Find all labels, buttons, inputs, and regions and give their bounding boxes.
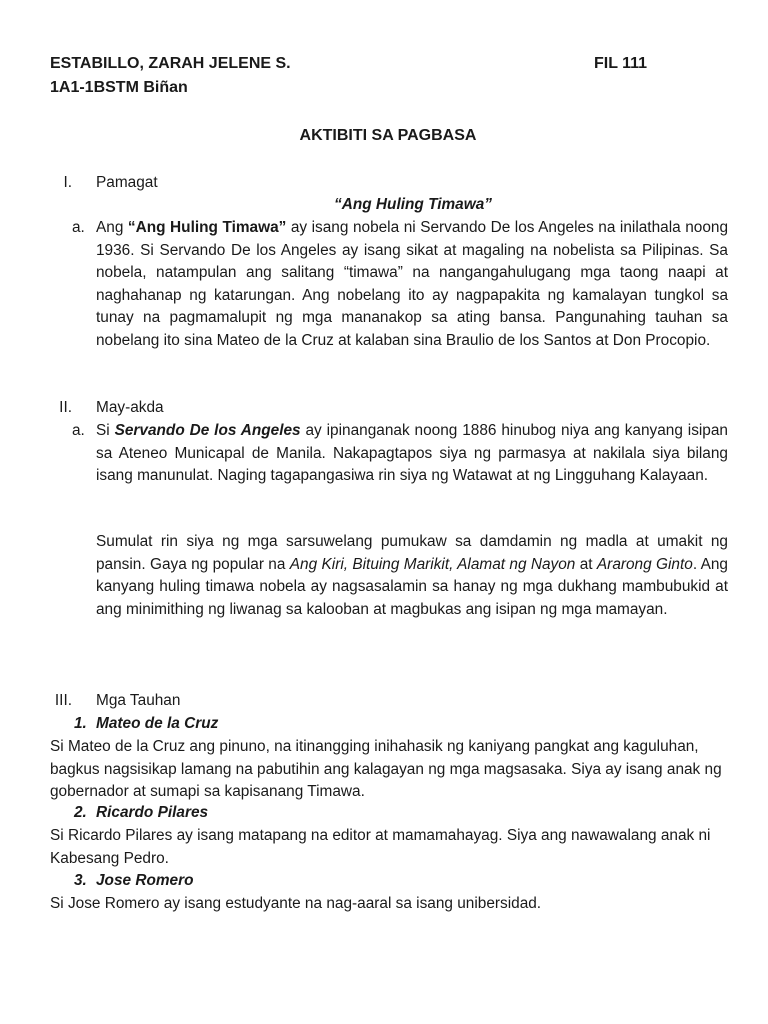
text-run: ay ipinanganak noong 1886 hinubog niya ang kanyang isipan sa Ateneo Municapal de Manila. Nakapagtapos siya ng parmasya at nakilala siya bilang isang manunulat. Naging tagapangasiwa rin siya ng Watawat at ng Lingguhang Kalayaan.: [96, 422, 728, 484]
character-1-name: Mateo de la Cruz: [96, 715, 219, 732]
novel-title-bold: “Ang Huling Timawa”: [127, 219, 287, 236]
text-run: at: [575, 555, 597, 573]
works-italic: Ang Kiri, Bituing Marikit, Alamat ng Nayon: [289, 555, 576, 573]
character-1-number: 1.: [74, 715, 87, 732]
student-name: ESTABILLO, ZARAH JELENE S.: [50, 55, 291, 72]
document-title: AKTIBITI SA PAGBASA: [299, 127, 477, 144]
section-1-numeral: I.: [63, 174, 72, 191]
section-2-numeral: II.: [59, 399, 72, 416]
course-code: FIL 111: [594, 55, 648, 72]
section-1-subtitle: “Ang Huling Timawa”: [334, 196, 492, 213]
text-run: Si: [96, 422, 115, 439]
section-1-heading: Pamagat: [96, 174, 158, 191]
section-1-item-paragraph: [96, 217, 728, 352]
section-2-heading: May-akda: [96, 399, 164, 416]
author-name-bold: Servando De los Angeles: [114, 422, 301, 439]
text-run: ay isang nobela ni Servando De los Angeles na inilathala noong 1936. Si Servando De los Angeles ay isang sikat at magaling na nobelista sa Pilipinas. Sa nobela, natampulan ang salitang “timawa” na nangangahulugang mga taong naapi at naghahanap ng katarungan. Ang nobelang ito ay nagpapakita ng kamalayan tungkol sa tunay na pagmamalupit ng mga mananakop sa ating bansa. Pangunahing tauhan sa nobelang ito sina Mateo de la Cruz at kalaban sina Braulio de los Santos at Don Procopio.: [96, 219, 729, 349]
character-2-description: Si Ricardo Pilares ay isang matapang na editor at mamamahayag. Siya ang nawawalang anak ni Kabesang Pedro.: [50, 827, 711, 867]
character-2-name: Ricardo Pilares: [96, 804, 209, 821]
section-2-item-paragraph-1: [96, 420, 728, 488]
character-1-description: Si Mateo de la Cruz ang pinuno, na itinangging inihahasik ng kaniyang pangkat ang kaguluhan, bagkus nagsisikap lamang na pabutihin ang kalagayan ng mga magsasaka. Siya ay isang anak ng gobernador at sumapi sa kapisanang Timawa.: [50, 738, 722, 800]
section-2-item-letter: a.: [72, 422, 85, 439]
character-3-description: Si Jose Romero ay isang estudyante na nag-aaral sa isang unibersidad.: [50, 895, 542, 912]
section-3-numeral: III.: [54, 692, 72, 709]
character-3-number: 3.: [74, 872, 87, 889]
section-1-item-letter: a.: [72, 219, 85, 236]
text-run: . Ang kanyang huling timawa nobela ay nagsasalamin sa hanay ng mga dukhang mambubukid at ang minimithing ng liwanag sa kalooban at magbukas ang isipan ng mga mamayan.: [96, 555, 728, 618]
student-section: 1A1-1BSTM Biñan: [50, 79, 188, 96]
character-2-number: 2.: [74, 804, 87, 821]
section-2-item-paragraph-2: [96, 531, 728, 621]
text-run: Sumulat rin siya ng mga sarsuwelang pumukaw sa damdamin ng madla at umakit ng pansin. Gaya ng popular na: [96, 533, 728, 573]
section-3-heading: Mga Tauhan: [96, 692, 181, 709]
character-3-name: Jose Romero: [96, 872, 194, 889]
works-italic: Ararong Ginto: [596, 555, 693, 573]
text-run: Ang: [96, 219, 128, 236]
